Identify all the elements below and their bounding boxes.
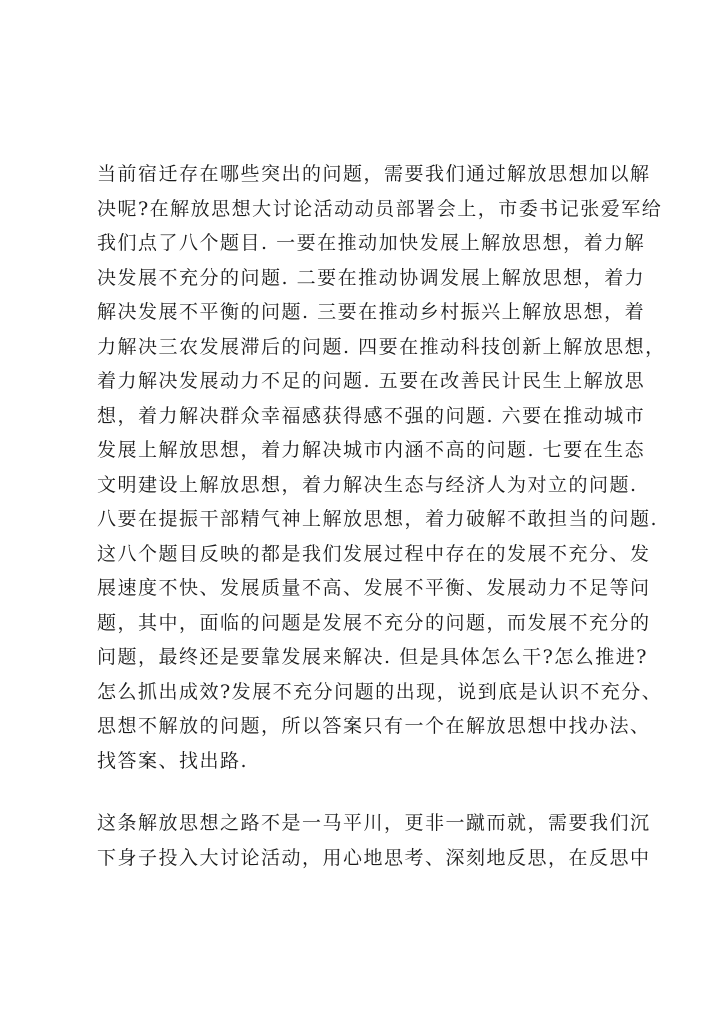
text-line: 想，着力解决群众幸福感获得感不强的问题. 六要在推动城市 (97, 404, 646, 427)
text-line: 八要在提振干部精气神上解放思想，着力破解不敢担当的问题. (97, 508, 659, 530)
text-line: 怎么抓出成效?发展不充分问题的出现，说到底是认识不充分、 (97, 680, 663, 703)
text-line: 决发展不充分的问题. 二要在推动协调发展上解放思想，着力 (97, 266, 646, 289)
text-line: 发展上解放思想，着力解决城市内涵不高的问题. 七要在生态 (97, 439, 646, 461)
text-line: 展速度不快、发展质量不高、发展不平衡、发展动力不足等问 (97, 577, 651, 599)
text-line: 思想不解放的问题，所以答案只有一个在解放思想中找办法、 (97, 715, 651, 737)
text-line: 当前宿迁存在哪些突出的问题，需要我们通过解放思想加以解 (97, 163, 651, 185)
text-line: 文明建设上解放思想，着力解决生态与经济人为对立的问题. (97, 473, 638, 496)
text-line: 力解决三农发展滞后的问题. 四要在推动科技创新上解放思想， (97, 335, 666, 358)
text-line: 这八个题目反映的都是我们发展过程中存在的发展不充分、发 (97, 542, 651, 565)
text-line: 解决发展不平衡的问题. 三要在推动乡村振兴上解放思想，着 (97, 301, 646, 323)
paragraph (97, 806, 651, 875)
text-line: 着力解决发展动力不足的问题. 五要在改善民计民生上解放思 (97, 370, 646, 392)
text-line: 我们点了八个题目. 一要在推动加快发展上解放思想，着力解 (97, 232, 646, 254)
text-line: 题，其中，面临的问题是发展不充分的问题，而发展不充分的 (97, 611, 651, 634)
text-line: 找答案、找出路. (97, 749, 249, 772)
text-line: 下身子投入大讨论活动，用心地思考、深刻地反思，在反思中 (97, 846, 651, 869)
text-line: 这条解放思想之路不是一马平川，更非一蹴而就，需要我们沉 (97, 812, 651, 834)
text-line: 决呢?在解放思想大讨论活动动员部署会上，市委书记张爱军给 (97, 197, 663, 220)
text-line: 问题，最终还是要靠发展来解决. 但是具体怎么干?怎么推进? (97, 646, 648, 668)
paragraph (97, 157, 666, 778)
